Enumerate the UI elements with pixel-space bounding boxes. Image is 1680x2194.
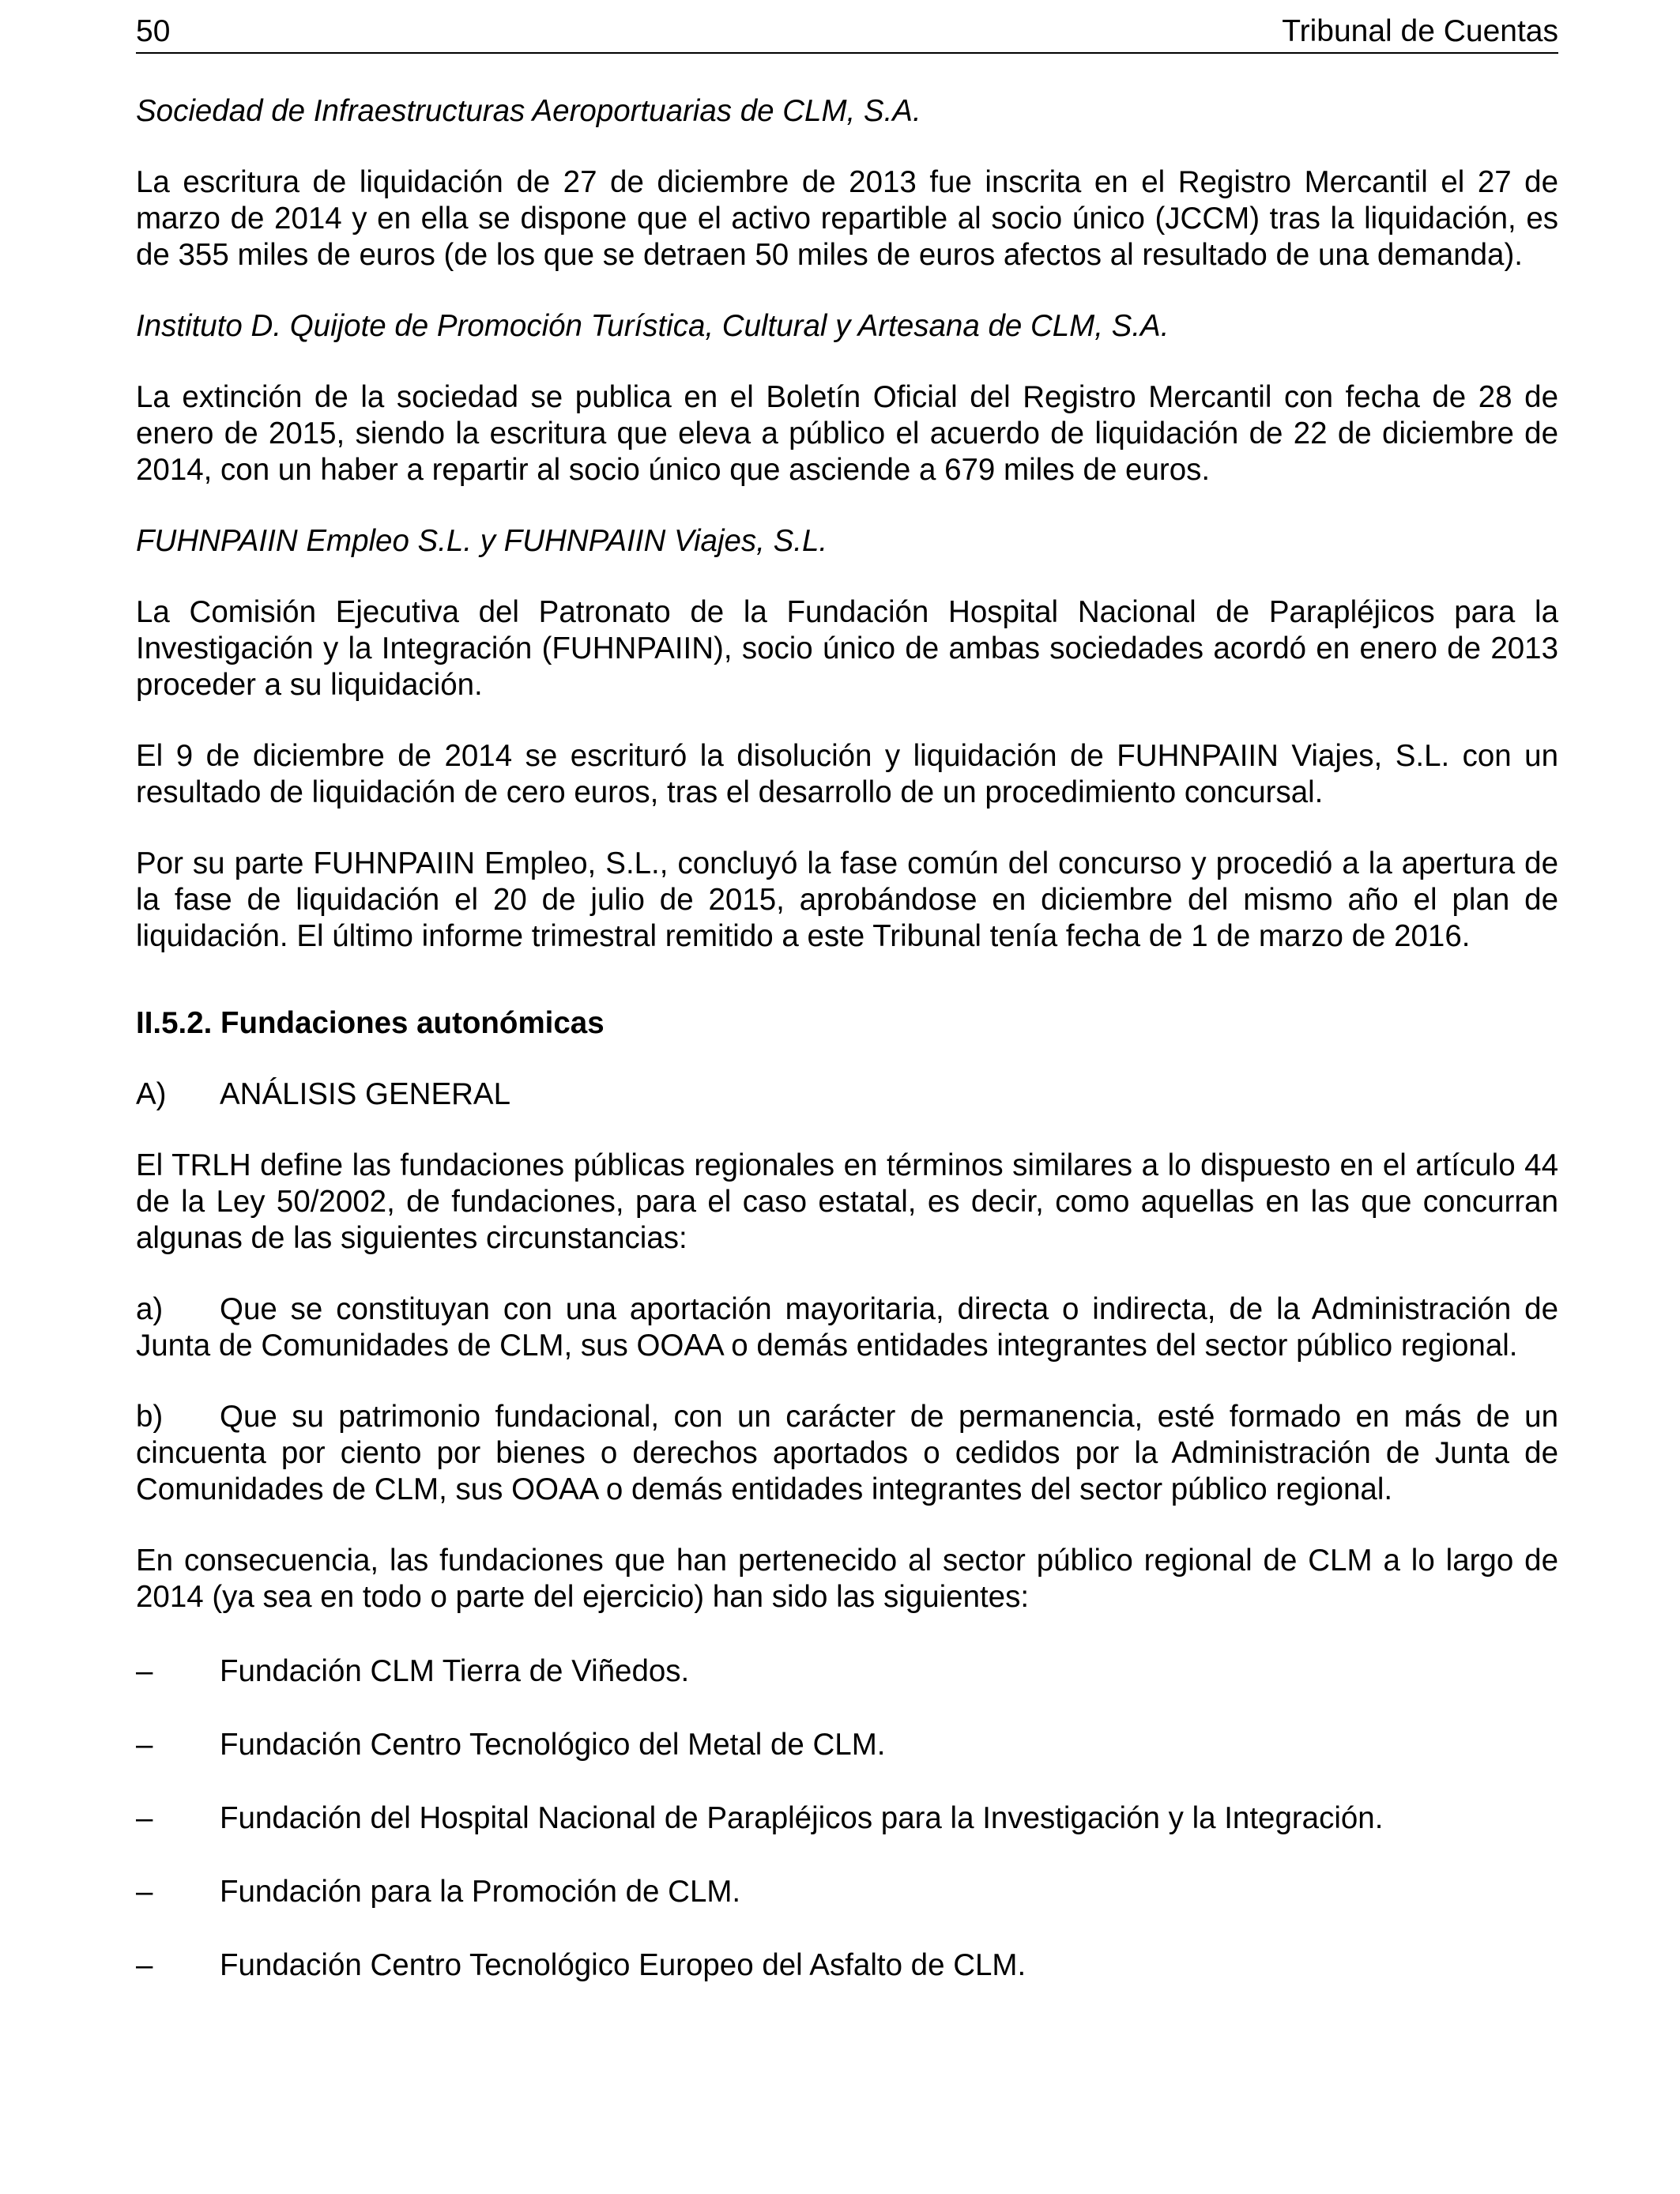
criterion-a xyxy=(136,1291,1558,1364)
criterion-a-text: Que se constituyan con una aportación mayoritaria, directa o indirecta, de la Administración de Junta de Comunidades de CLM, sus OOAA o demás entidades integrantes del sector público regional. xyxy=(136,1292,1558,1363)
paragraph-quijote: La extinción de la sociedad se publica en el Boletín Oficial del Registro Mercantil con fecha de 28 de enero de 2015, siendo la escritura que eleva a público el acuerdo de liquidación de 22 de diciembre de 2014, con un haber a repartir al socio único que asciende a 679 miles de euros. xyxy=(136,380,1558,487)
dash-bullet: – xyxy=(136,1801,153,1835)
running-header xyxy=(136,11,1558,54)
list-item-text: Fundación CLM Tierra de Viñedos. xyxy=(220,1654,690,1688)
paragraph-intro: El TRLH define las fundaciones públicas regionales en términos similares a lo dispuesto en el artículo 44 de la Ley 50/2002, de fundaciones, para el caso estatal, es decir, como aquellas en las que concurran algunas de las siguientes circunstancias: xyxy=(136,1148,1558,1255)
dash-bullet: – xyxy=(136,1728,153,1762)
subheading-text: ANÁLISIS GENERAL xyxy=(220,1077,511,1111)
section-heading-quijote: Instituto D. Quijote de Promoción Turística, Cultural y Artesana de CLM, S.A. xyxy=(136,309,1170,343)
list-item xyxy=(136,1947,1558,1984)
body-text xyxy=(136,93,1558,2021)
paragraph-fuhnpaiin-1: La Comisión Ejecutiva del Patronato de la Fundación Hospital Nacional de Parapléjicos para la Investigación y la Integración (FUHNPAIIN), socio único de ambas sociedades acordó en enero de 2013 proceder a su liquidación. xyxy=(136,595,1558,702)
subheading xyxy=(136,1076,1558,1113)
dash-bullet: – xyxy=(136,1948,153,1982)
criterion-b-text: Que su patrimonio fundacional, con un carácter de permanencia, esté formado en más de un cincuenta por ciento por bienes o derechos aportados o cedidos por la Administración de Junta de Comunidades de CLM, sus OOAA o demás entidades integrantes del sector público regional. xyxy=(136,1400,1558,1506)
document-title: Tribunal de Cuentas xyxy=(1282,14,1558,48)
criterion-b xyxy=(136,1399,1558,1508)
list-item xyxy=(136,1800,1558,1837)
chapter-heading: II.5.2. Fundaciones autonómicas xyxy=(136,1006,605,1040)
paragraph-fuhnpaiin-2: El 9 de diciembre de 2014 se escrituró la disolución y liquidación de FUHNPAIIN Viajes, S.L. con un resultado de liquidación de cero euros, tras el desarrollo de un procedimiento concursal. xyxy=(136,739,1558,809)
list-item xyxy=(136,1874,1558,1910)
dash-bullet: – xyxy=(136,1654,153,1688)
paragraph-fuhnpaiin-3: Por su parte FUHNPAIIN Empleo, S.L., concluyó la fase común del concurso y procedió a la apertura de la fase de liquidación el 20 de julio de 2015, aprobándose en diciembre del mismo año el plan de liquidación. El último informe trimestral remitido a este Tribunal tenía fecha de 1 de marzo de 2016. xyxy=(136,846,1558,953)
list-item xyxy=(136,1653,1558,1690)
subheading-marker: A) xyxy=(136,1077,167,1111)
section-heading-fuhnpaiin: FUHNPAIIN Empleo S.L. y FUHNPAIIN Viajes, S.L. xyxy=(136,524,828,558)
list-item-text: Fundación para la Promoción de CLM. xyxy=(220,1875,741,1909)
page-number: 50 xyxy=(136,14,171,48)
list-item xyxy=(136,1727,1558,1763)
section-heading-infraestructuras: Sociedad de Infraestructuras Aeroportuarias de CLM, S.A. xyxy=(136,94,921,128)
list-item-text: Fundación Centro Tecnológico del Metal de CLM. xyxy=(220,1728,886,1762)
paragraph-conclusion: En consecuencia, las fundaciones que han pertenecido al sector público regional de CLM a lo largo de 2014 (ya sea en todo o parte del ejercicio) han sido las siguientes: xyxy=(136,1544,1558,1614)
criterion-b-marker: b) xyxy=(136,1400,164,1434)
list-item-text: Fundación Centro Tecnológico Europeo del Asfalto de CLM. xyxy=(220,1948,1026,1982)
paragraph-infraestructuras: La escritura de liquidación de 27 de diciembre de 2013 fue inscrita en el Registro Mercantil el 27 de marzo de 2014 y en ella se dispone que el activo repartible al socio único (JCCM) tras la liquidación, es de 355 miles de euros (de los que se detraen 50 miles de euros afectos al resultado de una demanda). xyxy=(136,165,1558,272)
criterion-a-marker: a) xyxy=(136,1292,164,1326)
list-item-text: Fundación del Hospital Nacional de Parapléjicos para la Investigación y la Integración. xyxy=(220,1801,1384,1835)
foundations-list xyxy=(136,1653,1558,1984)
dash-bullet: – xyxy=(136,1875,153,1909)
